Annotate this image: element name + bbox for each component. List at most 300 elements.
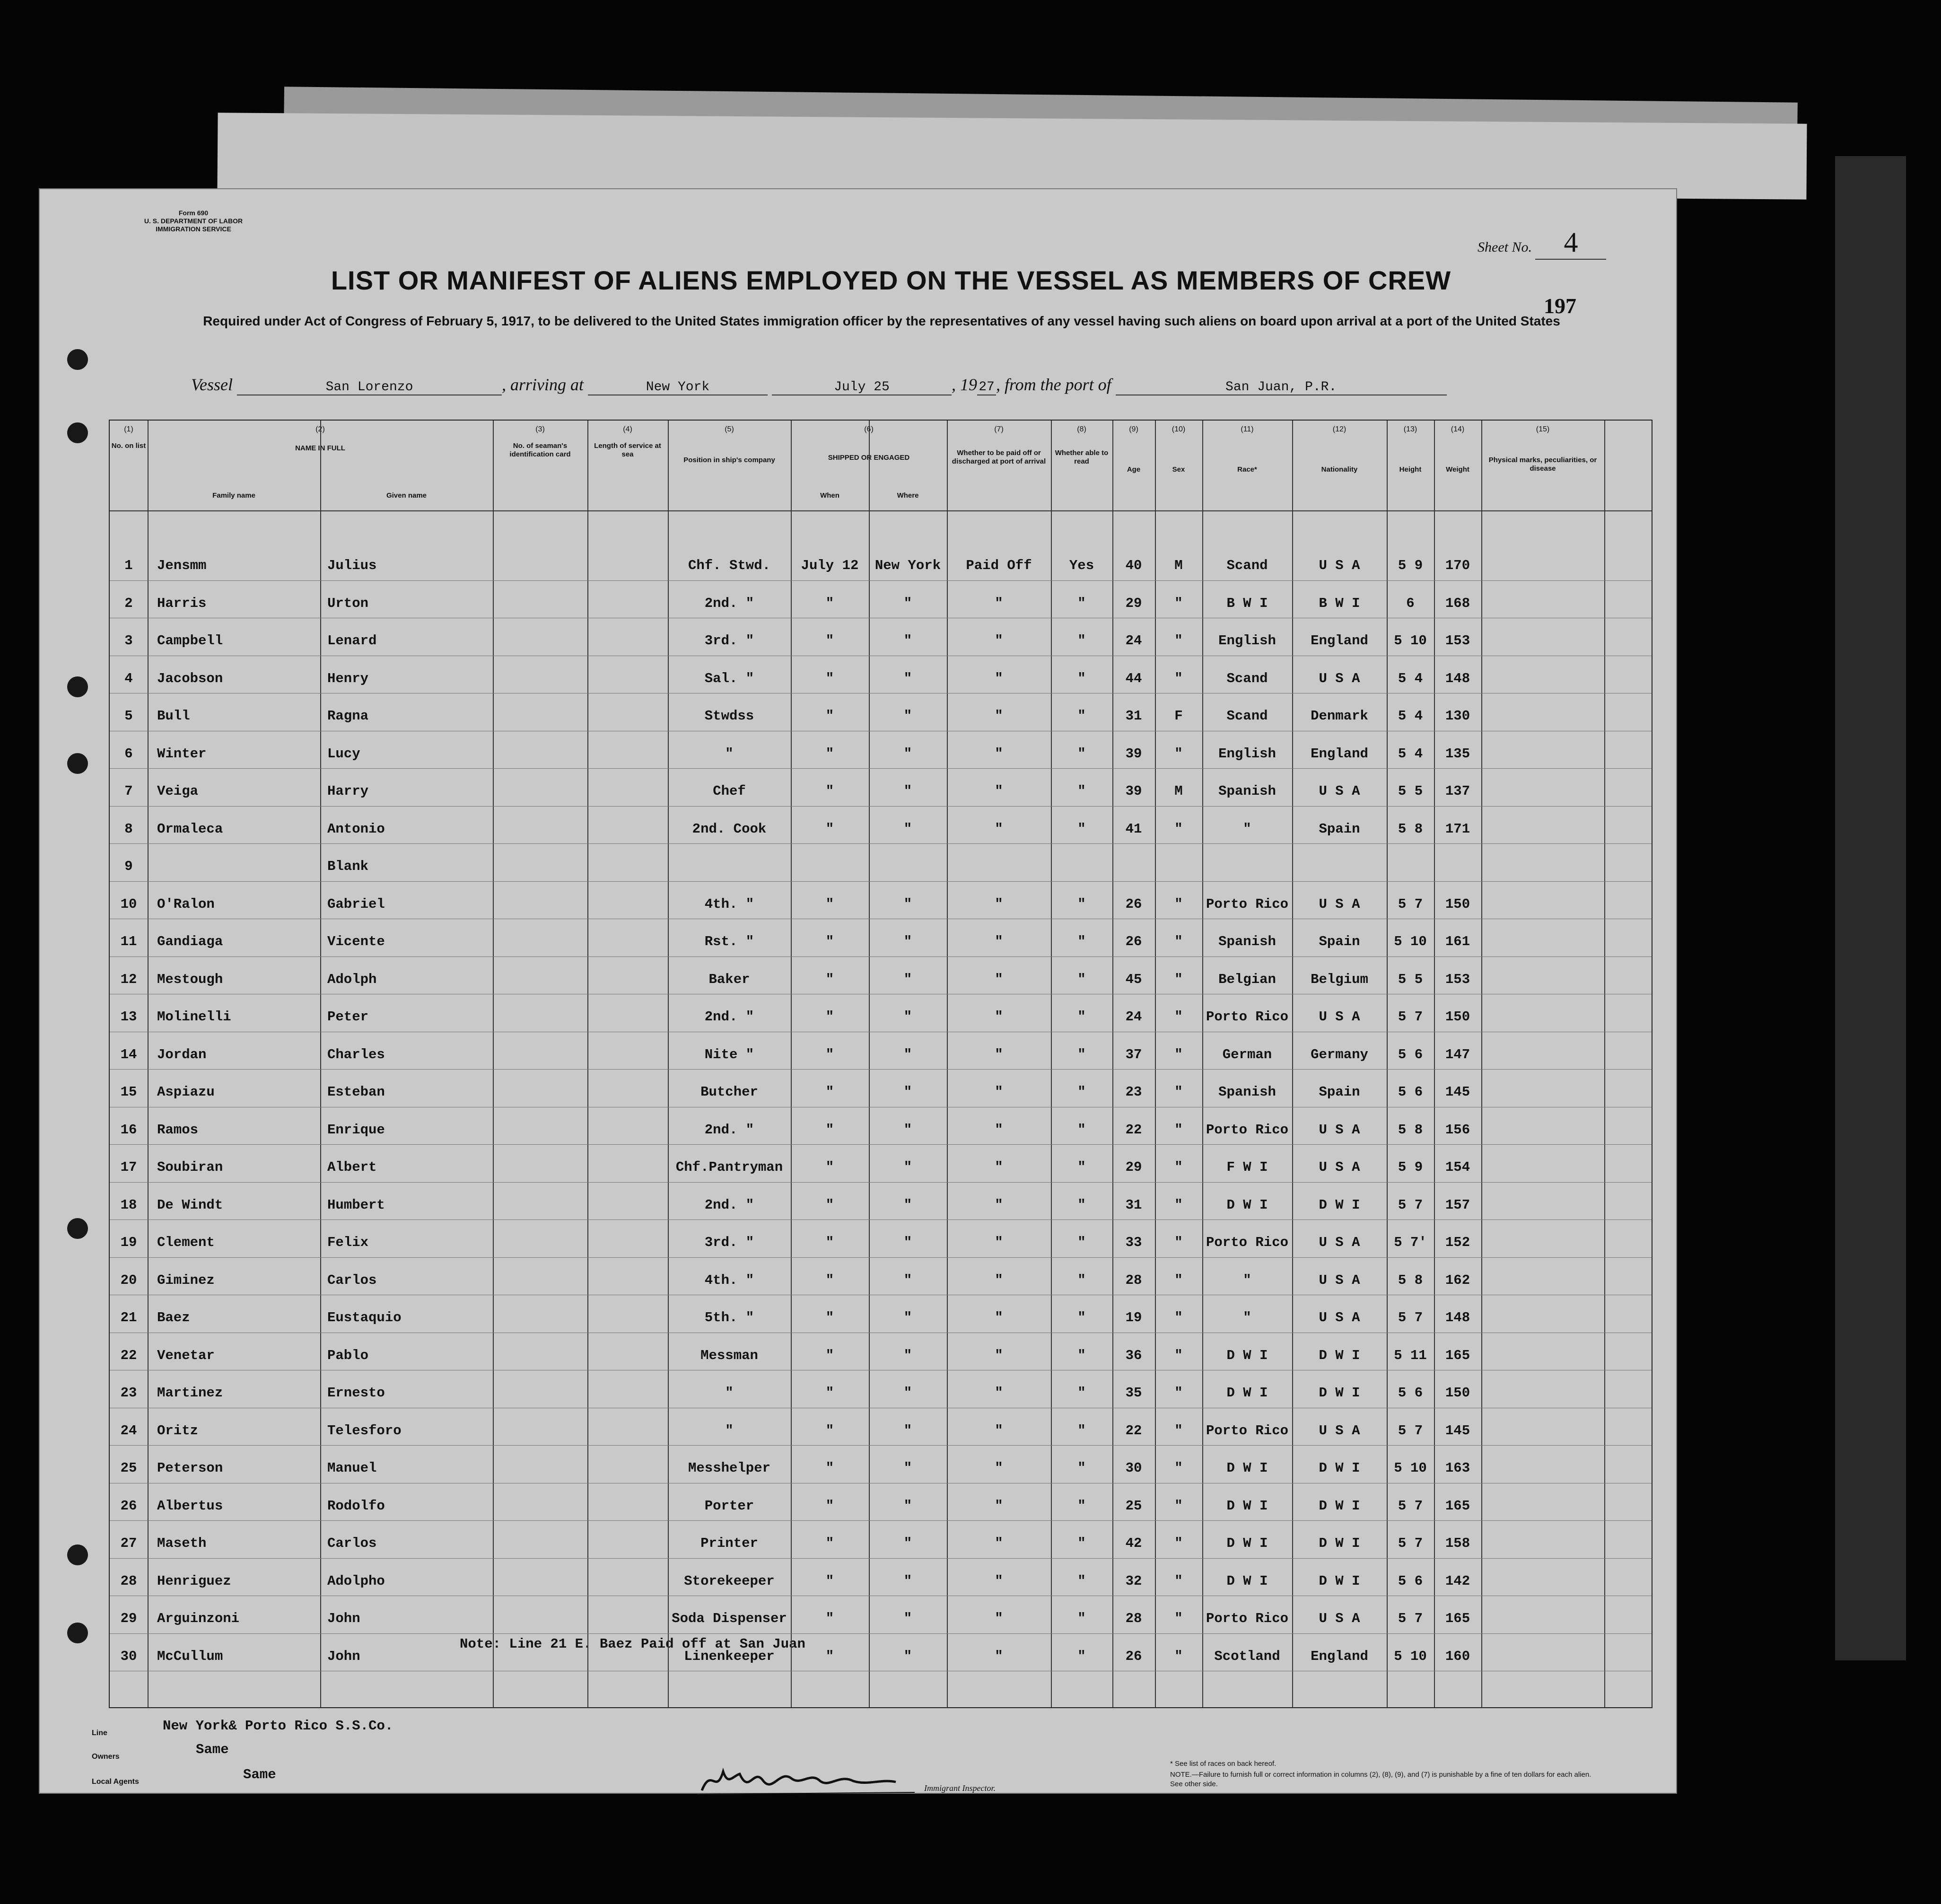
crew-weight: 163 [1445, 1460, 1470, 1476]
crew-read: " [1077, 971, 1086, 987]
crew-nat: U S A [1319, 558, 1360, 573]
crew-race: English [1218, 746, 1276, 762]
crew-when: " [825, 1310, 834, 1325]
crew-family: Maseth [157, 1535, 207, 1551]
crew-family: Martinez [157, 1385, 223, 1401]
sheet-number-value: 4 [1535, 226, 1606, 260]
crew-no: 15 [120, 1084, 137, 1100]
crew-height: 5 10 [1394, 1648, 1427, 1664]
crew-position: Sal. " [704, 670, 754, 686]
crew-paid: " [995, 1272, 1003, 1288]
crew-read: " [1077, 1460, 1086, 1476]
crew-paid: " [995, 1573, 1003, 1589]
crew-race: Porto Rico [1206, 1611, 1289, 1626]
crew-no: 30 [120, 1648, 137, 1664]
crew-family: Jacobson [157, 670, 223, 686]
column-rule [869, 421, 870, 1707]
column-rule [1155, 421, 1156, 1707]
crew-when: " [825, 1347, 834, 1363]
crew-race: " [1243, 1272, 1251, 1288]
crew-no: 20 [120, 1272, 137, 1288]
crew-family: Ormaleca [157, 821, 223, 837]
crew-read: " [1077, 1310, 1086, 1325]
crew-family: Henriguez [157, 1573, 231, 1589]
col-nationality: Nationality [1321, 465, 1358, 474]
column-rule [791, 421, 792, 1707]
crew-weight: 135 [1445, 746, 1470, 762]
col-shipped: SHIPPED OR ENGAGED [828, 454, 910, 462]
crew-weight: 148 [1445, 670, 1470, 686]
crew-family: Mestough [157, 971, 223, 987]
crew-given: Ragna [327, 708, 369, 724]
crew-nat: England [1311, 746, 1368, 762]
service-label: IMMIGRATION SERVICE [156, 225, 231, 233]
crew-given: Julius [327, 558, 377, 573]
inspector-signature [697, 1757, 924, 1805]
crew-when: " [825, 896, 834, 912]
crew-paid: " [995, 1009, 1003, 1025]
crew-where: " [903, 670, 912, 686]
crew-sex: F [1174, 708, 1183, 724]
races-note: * See list of races on back hereof. [1170, 1760, 1277, 1768]
crew-paid: " [995, 1084, 1003, 1100]
crew-weight: 150 [1445, 1009, 1470, 1025]
crew-age: 31 [1125, 708, 1142, 724]
crew-age: 24 [1125, 633, 1142, 649]
header-rule [110, 510, 1652, 511]
crew-age: 23 [1125, 1084, 1142, 1100]
vessel-label: Vessel [191, 375, 233, 394]
crew-height: 5 7 [1398, 1611, 1423, 1626]
owners-label: Owners [92, 1753, 120, 1761]
crew-read: " [1077, 1235, 1086, 1250]
crew-read: " [1077, 1573, 1086, 1589]
crew-weight: 171 [1445, 821, 1470, 837]
crew-no: 8 [124, 821, 133, 837]
form-header [111, 209, 276, 233]
crew-height: 5 6 [1398, 1084, 1423, 1100]
crew-where: " [903, 1385, 912, 1401]
crew-where: " [903, 1122, 912, 1138]
crew-weight: 161 [1445, 934, 1470, 949]
crew-weight: 150 [1445, 1385, 1470, 1401]
column-number: (14) [1451, 425, 1465, 433]
crew-when: " [825, 633, 834, 649]
crew-race: Scand [1226, 708, 1268, 724]
column-rule [1051, 421, 1052, 1707]
crew-no: 17 [120, 1159, 137, 1175]
crew-where: " [903, 783, 912, 799]
crew-race: D W I [1226, 1460, 1268, 1476]
sheet-number-label: Sheet No. [1478, 239, 1532, 255]
crew-read: " [1077, 633, 1086, 649]
crew-given: Carlos [327, 1272, 377, 1288]
row-rule [110, 806, 1652, 807]
crew-family: Veiga [157, 783, 199, 799]
crew-weight: 148 [1445, 1310, 1470, 1325]
crew-position: 2nd. " [704, 1009, 754, 1025]
crew-position: 3rd. " [704, 633, 754, 649]
crew-weight: 137 [1445, 783, 1470, 799]
crew-given: Vicente [327, 934, 385, 949]
crew-race: Belgian [1218, 971, 1276, 987]
crew-read: " [1077, 1122, 1086, 1138]
crew-read: " [1077, 1385, 1086, 1401]
crew-sex: M [1174, 783, 1183, 799]
crew-sex: " [1174, 1235, 1183, 1250]
col-height: Height [1399, 465, 1422, 474]
crew-nat: Spain [1319, 821, 1360, 837]
row-rule [110, 1558, 1652, 1559]
crew-no: 6 [124, 746, 133, 762]
crew-sex: " [1174, 1046, 1183, 1062]
crew-no: 2 [124, 595, 133, 611]
crew-no: 26 [120, 1498, 137, 1514]
crew-family: Giminez [157, 1272, 215, 1288]
manifest-sheet [39, 188, 1677, 1794]
crew-height: 5 10 [1394, 934, 1427, 949]
crew-given: Felix [327, 1235, 369, 1250]
crew-weight: 142 [1445, 1573, 1470, 1589]
crew-paid: " [995, 783, 1003, 799]
arrival-date: July 25 [772, 380, 952, 395]
crew-family: De Windt [157, 1197, 223, 1213]
binder-hole [67, 753, 88, 774]
column-number: (7) [994, 425, 1004, 433]
crew-sex: " [1174, 934, 1183, 949]
crew-age: 26 [1125, 934, 1142, 949]
row-rule [110, 1520, 1652, 1521]
col-position: Position in ship's company [683, 456, 775, 464]
column-rule [320, 421, 321, 1707]
arrival-year: 27 [977, 380, 996, 395]
crew-race: Spanish [1218, 934, 1276, 949]
crew-given: John [327, 1648, 360, 1664]
crew-position: " [725, 746, 734, 762]
column-rule [668, 421, 669, 1707]
crew-height: 5 7 [1398, 1197, 1423, 1213]
crew-age: 36 [1125, 1347, 1142, 1363]
crew-read: " [1077, 1498, 1086, 1514]
crew-no: 19 [120, 1235, 137, 1250]
crew-race: Scotland [1214, 1648, 1280, 1664]
crew-read: " [1077, 934, 1086, 949]
column-number: (3) [535, 425, 545, 433]
crew-position: Soda Dispenser [672, 1611, 787, 1626]
crew-sex: " [1174, 821, 1183, 837]
crew-given: Antonio [327, 821, 385, 837]
crew-read: " [1077, 896, 1086, 912]
crew-when: " [825, 746, 834, 762]
paper-edge-middle [217, 113, 1807, 199]
column-rule [1604, 421, 1605, 1707]
crew-position: 2nd. Cook [692, 821, 767, 837]
crew-race: D W I [1226, 1535, 1268, 1551]
crew-when: " [825, 1573, 834, 1589]
crew-nat: U S A [1319, 1159, 1360, 1175]
crew-race: English [1218, 633, 1276, 649]
crew-age: 26 [1125, 896, 1142, 912]
crew-read: " [1077, 1009, 1086, 1025]
crew-sex: " [1174, 595, 1183, 611]
year-prefix: , 19 [952, 375, 977, 394]
col-able-read: Whether able to read [1055, 449, 1109, 465]
crew-position: Stwdss [704, 708, 754, 724]
binder-hole [67, 1623, 88, 1643]
crew-sex: " [1174, 1009, 1183, 1025]
crew-position: " [725, 1385, 734, 1401]
crew-weight: 165 [1445, 1611, 1470, 1626]
crew-read: " [1077, 1084, 1086, 1100]
crew-paid: " [995, 1046, 1003, 1062]
sheet-number [1478, 226, 1606, 260]
crew-when: " [825, 1046, 834, 1062]
crew-paid: " [995, 1235, 1003, 1250]
crew-family: Gandiaga [157, 934, 223, 949]
crew-family: Campbell [157, 633, 223, 649]
crew-read: " [1077, 746, 1086, 762]
crew-when: " [825, 1422, 834, 1439]
crew-position: 2nd. " [704, 595, 754, 611]
crew-height: 5 5 [1398, 971, 1423, 987]
crew-position: 2nd. " [704, 1197, 754, 1213]
crew-nat: Denmark [1311, 708, 1368, 724]
crew-no: 27 [120, 1535, 137, 1551]
crew-family: Harris [157, 595, 207, 611]
column-number: (8) [1077, 425, 1086, 433]
crew-age: 45 [1125, 971, 1142, 987]
col-family-name: Family name [212, 491, 255, 500]
binder-edge [1835, 156, 1906, 1660]
crew-position: Chf. Stwd. [688, 558, 771, 573]
crew-family: Clement [157, 1235, 215, 1250]
crew-read: " [1077, 783, 1086, 799]
crew-position: 2nd. " [704, 1122, 754, 1138]
crew-paid: Paid Off [966, 558, 1032, 573]
manifest-note: Note: Line 21 E. Baez Paid off at San Juan [460, 1636, 805, 1652]
crew-age: 26 [1125, 1648, 1142, 1664]
crew-read: " [1077, 1046, 1086, 1062]
crew-race: Scand [1226, 558, 1268, 573]
crew-nat: England [1311, 1648, 1368, 1664]
crew-age: 29 [1125, 1159, 1142, 1175]
crew-no: 28 [120, 1573, 137, 1589]
crew-given: Esteban [327, 1084, 385, 1100]
crew-no: 7 [124, 783, 133, 799]
crew-nat: D W I [1319, 1498, 1360, 1514]
crew-paid: " [995, 1535, 1003, 1551]
crew-read: " [1077, 1648, 1086, 1664]
crew-weight: 170 [1445, 558, 1470, 573]
crew-paid: " [995, 633, 1003, 649]
column-rule [947, 421, 948, 1707]
crew-when: " [825, 1235, 834, 1250]
crew-given: Carlos [327, 1535, 377, 1551]
crew-given: Blank [327, 859, 369, 874]
crew-paid: " [995, 1385, 1003, 1401]
crew-given: Eustaquio [327, 1310, 402, 1325]
column-rule [1202, 421, 1203, 1707]
crew-sex: " [1174, 1648, 1183, 1664]
crew-weight: 158 [1445, 1535, 1470, 1551]
col-weight: Weight [1446, 465, 1469, 474]
crew-given: John [327, 1611, 360, 1626]
page-title: LIST OR MANIFEST OF ALIENS EMPLOYED ON THE VESSEL AS MEMBERS OF CREW [331, 265, 1451, 295]
agents-label: Local Agents [92, 1778, 139, 1786]
column-rule [1434, 421, 1435, 1707]
column-rule [1387, 421, 1388, 1707]
column-number: (6) [864, 425, 874, 433]
crew-given: Ernesto [327, 1385, 385, 1401]
row-rule [110, 881, 1652, 882]
crew-family: Baez [157, 1310, 190, 1325]
crew-height: 5 9 [1398, 558, 1423, 573]
crew-where: " [903, 1272, 912, 1288]
crew-read: " [1077, 1611, 1086, 1626]
crew-sex: " [1174, 1159, 1183, 1175]
crew-given: Henry [327, 670, 369, 686]
crew-no: 22 [120, 1347, 137, 1363]
crew-paid: " [995, 1310, 1003, 1325]
crew-sex: " [1174, 896, 1183, 912]
crew-position: Porter [704, 1498, 754, 1514]
crew-family: Molinelli [157, 1009, 231, 1025]
row-rule [110, 1069, 1652, 1070]
crew-where: " [903, 1648, 912, 1664]
crew-where: " [903, 1422, 912, 1439]
crew-when: " [825, 934, 834, 949]
crew-family: Aspiazu [157, 1084, 215, 1100]
crew-read: " [1077, 1422, 1086, 1439]
crew-family: Winter [157, 746, 207, 762]
crew-height: 5 4 [1398, 746, 1423, 762]
crew-height: 5 11 [1394, 1347, 1427, 1363]
crew-when: July 12 [801, 558, 859, 573]
crew-where: " [903, 1084, 912, 1100]
crew-weight: 145 [1445, 1084, 1470, 1100]
crew-where: " [903, 1498, 912, 1514]
col-age: Age [1127, 465, 1141, 474]
crew-where: " [903, 1347, 912, 1363]
column-number: (1) [124, 425, 133, 433]
crew-position: Chef [713, 783, 746, 799]
crew-given: Humbert [327, 1197, 385, 1213]
crew-given: Adolph [327, 971, 377, 987]
crew-race: D W I [1226, 1385, 1268, 1401]
crew-nat: U S A [1319, 1310, 1360, 1325]
crew-where: " [903, 708, 912, 724]
crew-weight: 145 [1445, 1422, 1470, 1439]
crew-no: 14 [120, 1046, 137, 1062]
crew-position: Linenkeeper [684, 1648, 775, 1664]
crew-height: 5 7 [1398, 1422, 1423, 1439]
crew-height: 5 8 [1398, 1272, 1423, 1288]
arrival-port: New York [588, 380, 768, 395]
row-rule [110, 1633, 1652, 1634]
crew-sex: " [1174, 1498, 1183, 1514]
column-rule [587, 421, 588, 1707]
crew-height: 5 6 [1398, 1046, 1423, 1062]
crew-no: 24 [120, 1422, 137, 1439]
crew-when: " [825, 1498, 834, 1514]
crew-paid: " [995, 934, 1003, 949]
crew-nat: D W I [1319, 1535, 1360, 1551]
crew-age: 41 [1125, 821, 1142, 837]
crew-nat: U S A [1319, 1009, 1360, 1025]
crew-paid: " [995, 708, 1003, 724]
crew-no: 18 [120, 1197, 137, 1213]
line-label: Line [92, 1729, 107, 1737]
crew-when: " [825, 1272, 834, 1288]
crew-nat: U S A [1319, 670, 1360, 686]
voyage-line [191, 375, 1610, 395]
crew-no: 10 [120, 896, 137, 912]
crew-paid: " [995, 1648, 1003, 1664]
crew-height: 5 9 [1398, 1159, 1423, 1175]
crew-age: 19 [1125, 1310, 1142, 1325]
crew-where: " [903, 896, 912, 912]
col-given-name: Given name [386, 491, 427, 500]
crew-height: 6 [1406, 595, 1415, 611]
crew-given: Adolpho [327, 1573, 385, 1589]
crew-when: " [825, 1611, 834, 1626]
crew-no: 11 [120, 934, 137, 949]
crew-weight: 130 [1445, 708, 1470, 724]
crew-where: " [903, 1611, 912, 1626]
crew-read: " [1077, 1347, 1086, 1363]
crew-where: " [903, 1310, 912, 1325]
column-number: (9) [1129, 425, 1138, 433]
crew-no: 12 [120, 971, 137, 987]
crew-height: 5 7 [1398, 1310, 1423, 1325]
crew-nat: Spain [1319, 934, 1360, 949]
row-rule [110, 1257, 1652, 1258]
crew-when: " [825, 821, 834, 837]
crew-age: 44 [1125, 670, 1142, 686]
crew-no: 9 [124, 859, 133, 874]
row-rule [110, 768, 1652, 769]
crew-nat: Belgium [1311, 971, 1368, 987]
owners-value: Same [196, 1742, 229, 1757]
crew-sex: " [1174, 1460, 1183, 1476]
crew-sex: " [1174, 1084, 1183, 1100]
crew-given: Enrique [327, 1122, 385, 1138]
crew-weight: 160 [1445, 1648, 1470, 1664]
crew-weight: 152 [1445, 1235, 1470, 1250]
crew-weight: 165 [1445, 1347, 1470, 1363]
crew-weight: 153 [1445, 633, 1470, 649]
crew-sex: " [1174, 1122, 1183, 1138]
crew-age: 29 [1125, 595, 1142, 611]
crew-where: " [903, 1235, 912, 1250]
crew-paid: " [995, 1122, 1003, 1138]
crew-sex: " [1174, 1422, 1183, 1439]
crew-age: 22 [1125, 1422, 1142, 1439]
crew-given: Manuel [327, 1460, 377, 1476]
crew-race: " [1243, 1310, 1251, 1325]
crew-age: 37 [1125, 1046, 1142, 1062]
crew-position: " [725, 1422, 734, 1439]
column-number: (11) [1241, 425, 1254, 433]
crew-sex: " [1174, 1347, 1183, 1363]
crew-height: 5 7 [1398, 1009, 1423, 1025]
column-rule [1481, 421, 1482, 1707]
crew-where: " [903, 1573, 912, 1589]
crew-race: B W I [1226, 595, 1268, 611]
crew-given: Albert [327, 1159, 377, 1175]
crew-sex: " [1174, 1535, 1183, 1551]
crew-no: 16 [120, 1122, 137, 1138]
